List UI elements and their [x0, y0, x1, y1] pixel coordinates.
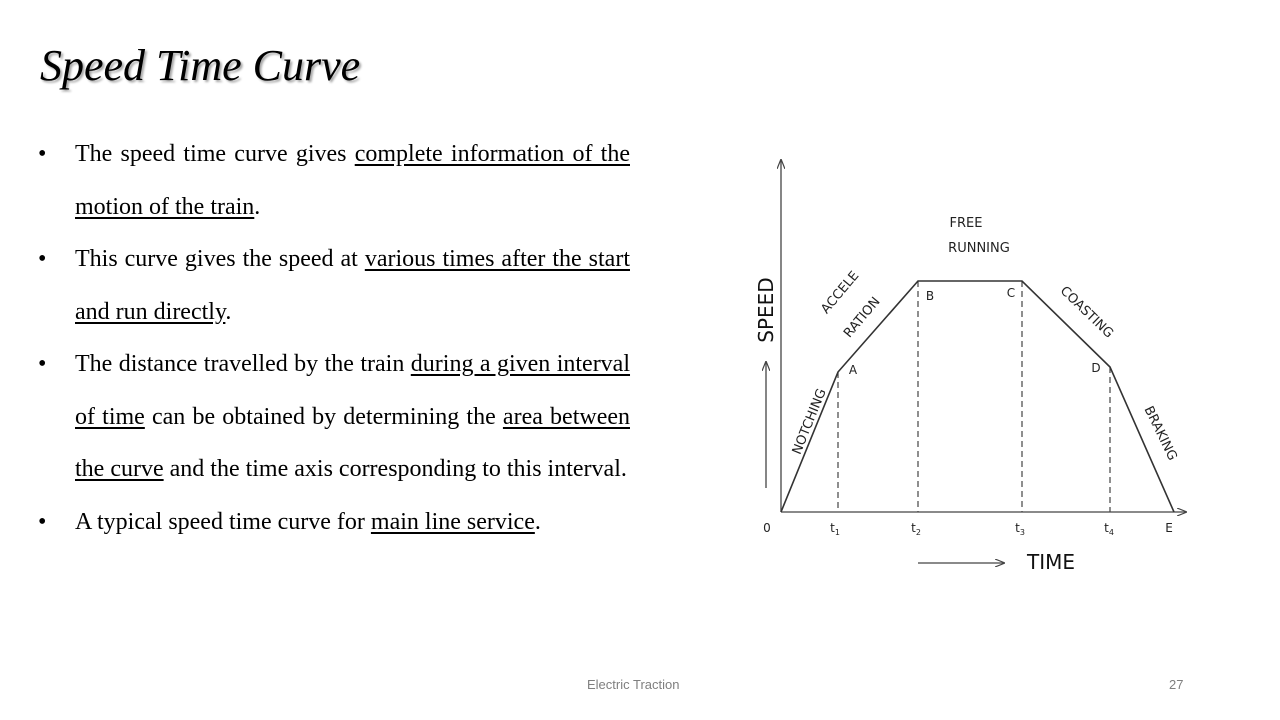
t2-tick-label: $t_2$ [911, 521, 921, 537]
bullet-item [38, 128, 630, 233]
underlined-phrase: main line service [370, 508, 535, 535]
point-a-label: A [848, 363, 858, 377]
slide-title: Speed Time Curve [40, 41, 361, 90]
bullet-text: This curve gives the speed at [75, 246, 365, 272]
bullet-item [38, 338, 630, 496]
x-axis-label: TIME [1026, 550, 1076, 574]
braking-label: BRAKING [1140, 403, 1180, 464]
underlined-phrase: area between the curve [75, 403, 630, 482]
bullet-item [38, 233, 630, 338]
t4-tick-label: $t_4$ [1104, 521, 1114, 537]
bullet-text: can be obtained by determining the [144, 403, 503, 430]
point-d-label: D [1091, 361, 1101, 375]
underlined-phrase: complete information of the motion of the train [75, 141, 630, 220]
origin-label: 0 [763, 521, 771, 535]
notching-label: NOTCHING [789, 386, 830, 457]
speed-time-curve [781, 281, 1174, 512]
point-c-label: C [1006, 286, 1016, 300]
end-label: E [1165, 521, 1173, 535]
bullet-text: The speed time curve gives [75, 141, 355, 167]
acceleration-label-line1: ACCELE [818, 268, 863, 317]
bullet-text: . [254, 193, 261, 220]
underlined-phrase: various times after the start and run directly [75, 246, 630, 325]
t1-tick-label: $t_1$ [830, 521, 840, 537]
bullet-text: and the time axis corresponding to this interval. [163, 456, 627, 482]
free-running-label-line1: FREE [949, 216, 983, 231]
acceleration-label-line2: RATION [841, 294, 884, 342]
bullet-list [38, 128, 630, 548]
point-b-label: B [925, 289, 935, 303]
y-axis-label: SPEED [754, 277, 778, 343]
bullet-item [38, 496, 630, 549]
free-running-label-line2: RUNNING [948, 241, 1010, 256]
speed-time-diagram [740, 150, 1210, 590]
underlined-phrase: during a given interval of time [75, 351, 631, 430]
t3-tick-label: $t_3$ [1015, 521, 1025, 537]
bullet-text: A typical speed time curve for [75, 508, 371, 535]
bullet-text: The distance travelled by the train [75, 351, 411, 377]
coasting-label: COASTING [1056, 283, 1117, 342]
bullet-text: . [534, 508, 541, 535]
footer-title: Electric Traction [587, 677, 680, 692]
page-number: 27 [1169, 677, 1184, 692]
bullet-text: . [225, 298, 232, 325]
